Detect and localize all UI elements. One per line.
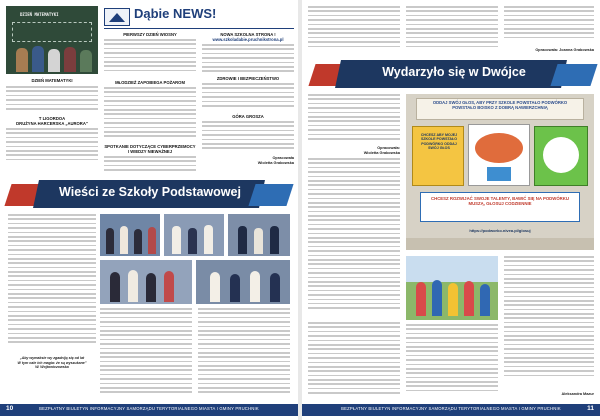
ceremony-photo-3: [228, 214, 290, 256]
school-logo: [104, 8, 130, 26]
page-number-left: 10: [6, 405, 14, 412]
ceremony-photo-5: [196, 260, 290, 304]
news-col2-heading-2: MŁODZIEŻ ZAPOBIEGA POŻAROM: [115, 80, 185, 85]
news-col1-text-2: [6, 128, 98, 166]
right-col2-text: [406, 6, 498, 54]
board-url[interactable]: https://podworko.nivea.pl/glosuj: [469, 228, 531, 233]
board-poster-left: [412, 126, 464, 186]
news-col2-heading-1: PIERWSZY DZIEŃ WIOSNY: [123, 32, 177, 37]
wiesci-col3-text: [198, 308, 290, 400]
board-banner: ODDAJ SWÓJ GŁOS, ABY PRZY SZKOLE POWSTAŁO PODWÓRKO POWSTAŁO BOISKO Z DOBRĄ NAWIERZCHNIĄ: [432, 100, 568, 110]
board-banner-2-text: CHCESZ ROZWIJAĆ SWOJE TALENTY, BAWIĆ SIĘ NA PODWÓRKU MUSZĄ, GŁOSUJ CODZIENNIE: [431, 196, 569, 207]
news-col2-text-2: [104, 87, 196, 143]
news-col1-subheading: T LIGORDOA DRUŻYNA HARCERSKA „AURORA": [16, 116, 88, 126]
board-poster-right: [534, 126, 588, 186]
right-page: [302, 0, 600, 420]
news-col3-heading-3: GÓRA GROSZA: [232, 114, 264, 119]
chalkboard-photo: [6, 6, 98, 74]
news-title: Dąbie NEWS!: [134, 6, 217, 21]
footer-text-left: BEZPŁATNY BIULETYN INFORMACYJNY SAMORZĄDU TERYTORIALNEGO MIASTA I GMINY PRUCHNIK: [39, 406, 259, 411]
wydarzylo-col1-signature: Opracowała: Wioletta Grabowska: [363, 146, 400, 155]
left-page: [0, 0, 298, 420]
news-col3-text-1: [202, 44, 294, 76]
wydarzylo-col3-text: [504, 256, 594, 388]
wiesci-col2-text: [100, 308, 192, 400]
wiesci-col1-text: [8, 214, 96, 352]
news-col1-text: [6, 86, 98, 114]
page-number-right: 11: [587, 405, 594, 412]
news-col1-caption: DZIEŃ MATEMATYKI: [31, 78, 73, 83]
right-col3-text: [504, 6, 594, 46]
news-col2-text-3: [104, 156, 196, 176]
news-col2-heading-3: SPOTKANIE DOTYCZĄCE CYBERPRZEMOCY I WIEDZY NIEWAŻNEJ: [104, 144, 196, 154]
ceremony-photo-1: [100, 214, 160, 256]
top-signature: Opracowała: Joanna Grabowska: [535, 48, 594, 52]
team-photo: [406, 256, 498, 320]
wydarzylo-col1-text: [308, 94, 400, 144]
wydarzylo-ribbon: [308, 60, 594, 88]
ceremony-photo-4: [100, 260, 192, 304]
right-footer: [302, 404, 600, 416]
board-banner-2: [420, 192, 580, 222]
news-col3-text-3: [202, 121, 294, 155]
right-col1-text: [308, 6, 400, 54]
wydarzylo-col2-text: [406, 324, 498, 400]
board-poster-middle: [468, 124, 530, 186]
poster-board-photo: [406, 94, 594, 250]
wydarzylo-col1-text-3: [308, 322, 400, 400]
ceremony-photo-2: [164, 214, 224, 256]
wydarzylo-col1-text-2: [308, 158, 400, 318]
footer-text-right: BEZPŁATNY BIULETYN INFORMACYJNY SAMORZĄDU TERYTORIALNEGO MIASTA I GMINY PRUCHNIK: [341, 406, 561, 411]
news-col3-signature: Opracowała Wioletta Grabowska: [257, 156, 294, 165]
wiesci-title: Wieści ze Szkoły Podstawowej: [59, 185, 241, 199]
board-sign: CHCESZ ABY MOJEJ SZKOLE POWSTAŁO PODWÓRKO ODDAJ SWÓJ GŁOS: [420, 133, 458, 151]
bottom-signature: Aleksandra Mazur: [561, 392, 594, 396]
news-col2-text-1: [104, 39, 196, 77]
left-footer: [0, 404, 298, 416]
wiesci-ribbon: [8, 180, 290, 208]
news-col3-link[interactable]: www.szkoladabie.pruchnikstrona.pl: [212, 37, 284, 42]
news-col3-text-2: [202, 83, 294, 113]
chalkboard-label: DZIEŃ MATEMATYKI: [20, 12, 59, 17]
wiesci-quote: „Aby wymaksie wy zgadniją się od lat W tym cale ich magia: że są wyszukane" W. Wojtowiczowska: [17, 356, 87, 370]
news-col3-heading-2: ZDROWIE I BEZPIECZEŃSTWO: [216, 76, 280, 81]
news-col3-heading-1: NOWA SZKOLNA STRONA !: [220, 32, 276, 37]
wydarzylo-title: Wydarzyło się w Dwójce: [382, 65, 526, 79]
